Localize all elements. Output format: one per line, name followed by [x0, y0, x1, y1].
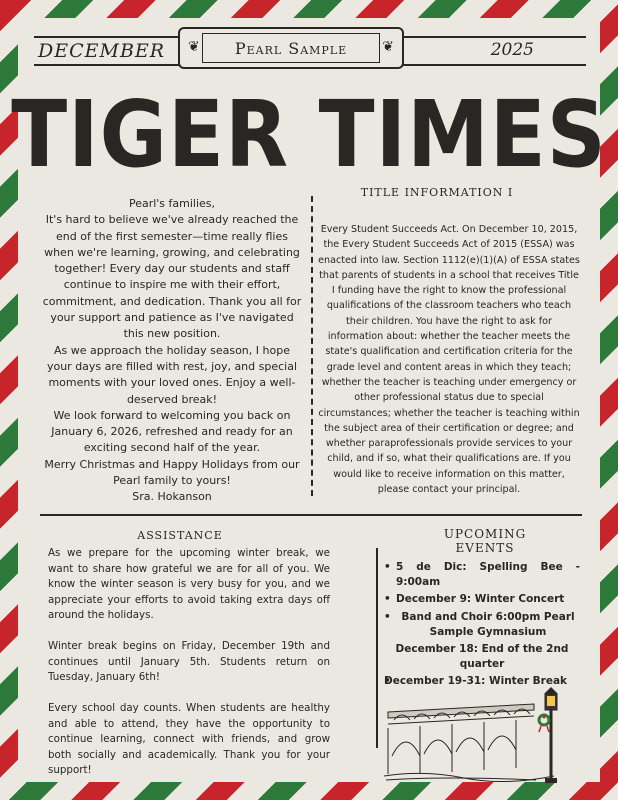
header-month: DECEMBER — [38, 40, 166, 62]
title1-heading: TITLE INFORMATION I — [360, 186, 514, 199]
letter-greeting: Pearl's families, — [128, 197, 216, 210]
masthead-title: TIGER TIMES — [11, 82, 607, 189]
lamppost-icon — [539, 687, 558, 783]
letter-signature: Sra. Hokanson — [132, 490, 212, 504]
event-item: • Band and Choir 6:00pm Pearl Sample Gymnasium — [384, 610, 580, 640]
events-heading: UPCOMING EVENTS — [443, 527, 527, 555]
title1-body: Every Student Succeeds Act. On December 10, 2015, the Every Student Succeeds Act of 2015 (ESSA) was enacted into law. Section 1112(e)(1)(A) of ESSA states that parents of students in a school that receives Title I funding have the right to know the professional qualifications of the classroom teachers who teach their children. You have the right to ask for information about: whether the teacher meets the state's qualification and certification criteria for the grade level and content areas in which they teach; whether the teacher is teaching under emergency or other professional status due to special circumstances; whether the teacher is teaching within the subject area of their certification or degree; and whether paraprofessionals provide services to your child, and if so, what their qualifications are. If you would like to receive information on this matter, please contact your principal. — [318, 224, 580, 496]
header-year: 2025 — [490, 40, 534, 60]
school-name-plaque — [178, 27, 404, 69]
events-list — [384, 560, 580, 692]
assistance-paragraph-3: Every school day counts. When students are healthy and able to attend, they have the opportunity to continue learning, connect with friends, and grow both socially and academically. Thank you for your support! — [48, 702, 330, 776]
event-item: • December 9: Winter Concert — [384, 592, 580, 607]
flourish-left-icon: ❦ — [188, 39, 200, 55]
assistance-paragraph-2: Winter break begins on Friday, December 19th and continues until January 5th. Students return on Tuesday, January 6th! — [48, 640, 330, 683]
letter-paragraph-3: We look forward to welcoming you back on January 6, 2026, refreshed and ready for an exciting second half of the year. — [51, 408, 293, 455]
section-divider — [40, 514, 582, 516]
event-item: • December 19-31: Winter Break — [384, 674, 580, 689]
assistance-paragraph-1: As we prepare for the upcoming winter break, we want to share how grateful we are for all of you. We know the winter season is very busy for you, and we appreciate your efforts to avoid taking extra days off around the holidays. — [48, 547, 330, 621]
letter-paragraph-4: Merry Christmas and Happy Holidays from our Pearl family to yours! — [44, 457, 300, 488]
letter-paragraph-2: As we approach the holiday season, I hope your days are filled with rest, joy, and special moments with your loved ones. Enjoy a well-deserved break! — [46, 343, 298, 406]
flourish-right-icon: ❦ — [382, 39, 394, 55]
event-item: December 18: End of the 2nd quarter — [395, 643, 569, 671]
column-divider-top — [311, 196, 313, 496]
assistance-heading: ASSISTANCE — [137, 529, 223, 542]
assistance-body — [48, 546, 330, 794]
school-name: Pearl Sample — [202, 33, 380, 63]
aqueduct-lamppost-illustration — [384, 684, 580, 784]
events-divider — [376, 548, 378, 748]
event-item: • 5 de Dic: Spelling Bee - 9:00am — [384, 560, 580, 590]
principal-letter — [40, 196, 304, 506]
letter-paragraph-1: It's hard to believe we've already reached the end of the first semester—time really flies when we're learning, growing, and celebrating together! Every day our students and staff continue to inspire me with their effort, commitment, and dedication. Thank you all for your support and patience as I've navigated this new position. — [42, 213, 302, 341]
